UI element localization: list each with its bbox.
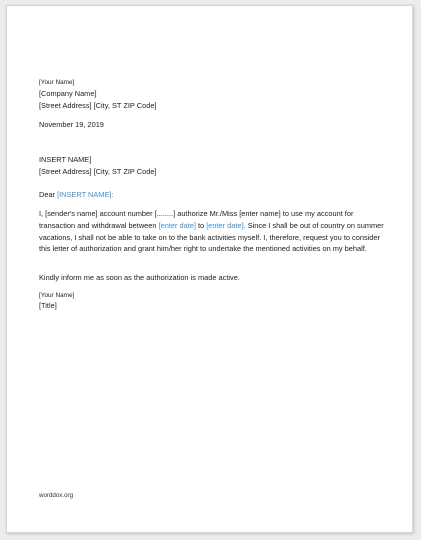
closing-name: [Your Name] xyxy=(39,292,75,299)
closing-title: [Title] xyxy=(39,301,57,310)
sender-block xyxy=(39,78,384,111)
salutation-prefix: Dear xyxy=(39,190,58,199)
recipient-block xyxy=(39,154,384,177)
letter-page xyxy=(6,5,413,533)
sender-company: [Company Name] xyxy=(39,89,97,98)
body-text: to xyxy=(195,220,207,230)
placeholder-date-end: [enter date] xyxy=(206,220,244,230)
body-text: . Since I shall be out of country on summer vacations, I shall not be able to take on to the bank activities myself. I, therefore, request you to consider this letter of authorization and grant him/her right to undertake the mentioned activities on my behalf. xyxy=(39,220,384,254)
sender-address: [Street Address] [City, ST ZIP Code] xyxy=(39,100,157,110)
letter-date: November 19, 2019 xyxy=(39,120,104,129)
body-text: I, [sender's name] account number [........] authorize Mr./Miss [enter name] to use my account for transaction and withdrawal between xyxy=(39,209,354,230)
closing-block xyxy=(39,291,384,312)
salutation xyxy=(39,189,384,201)
body-paragraph-1 xyxy=(39,208,384,255)
footer-watermark: worddox.org xyxy=(39,492,74,499)
salutation-suffix: : xyxy=(111,190,114,199)
placeholder-date-start: [enter date] xyxy=(158,220,196,230)
salutation-name: [INSERT NAME] xyxy=(57,190,112,199)
body-paragraph-2: Kindly inform me as soon as the authorization is made active. xyxy=(39,273,240,282)
sender-name: [Your Name] xyxy=(39,79,75,86)
recipient-name: INSERT NAME] xyxy=(39,155,92,164)
recipient-address: [Street Address] [City, ST ZIP Code] xyxy=(39,166,157,176)
